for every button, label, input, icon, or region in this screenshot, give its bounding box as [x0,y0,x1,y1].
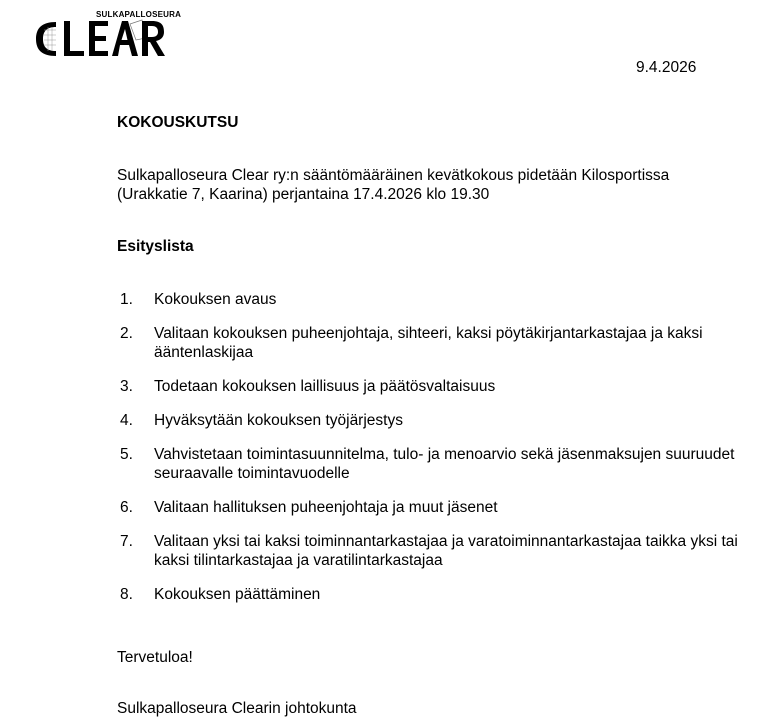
document-title: KOKOUSKUTSU [117,114,239,131]
agenda-item-text: Vahvistetaan toimintasuunnitelma, tulo- ja menoarvio sekä jäsenmaksujen suuruudet seuraavalle toimintavuodelle [154,446,735,482]
agenda-item [117,498,747,517]
agenda-item [117,324,747,362]
agenda-item-text: Todetaan kokouksen laillisuus ja päätösvaltaisuus [154,378,496,395]
agenda-item-number: 8. [120,586,133,603]
agenda-item [117,377,747,396]
logo-top-text: SULKAPALLOSEURA [96,10,182,19]
agenda-item [117,290,747,309]
intro-paragraph: Sulkapalloseura Clear ry:n sääntömääräinen kevätkokous pidetään Kilosportissa (Urakkatie 7, Kaarina) perjantaina 17.4.2026 klo 19.30 [117,167,670,203]
clear-logo-graphic [34,8,182,60]
agenda-item-number: 2. [120,325,133,342]
agenda-item-number: 5. [120,446,133,463]
agenda-item-text: Kokouksen avaus [154,291,277,308]
agenda-item-text: Valitaan yksi tai kaksi toiminnantarkastajaa ja varatoiminnantarkastajaa taikka yksi tai kaksi tilintarkastajaa ja varatilintarkastajaa [154,533,738,569]
agenda-list [117,290,747,604]
signature: Sulkapalloseura Clearin johtokunta [117,700,357,717]
agenda-item-text: Kokouksen päättäminen [154,586,321,603]
agenda-item-text: Valitaan kokouksen puheenjohtaja, sihteeri, kaksi pöytäkirjantarkastajaa ja kaksi ääntenlaskijaa [154,325,703,361]
agenda-item [117,532,747,570]
club-logo [34,8,182,60]
document-date: 9.4.2026 [636,59,697,76]
agenda-item-number: 1. [120,291,133,308]
agenda-item-text: Valitaan hallituksen puheenjohtaja ja muut jäsenet [154,499,498,516]
agenda-heading: Esityslista [117,238,194,255]
closing-greeting: Tervetuloa! [117,649,193,666]
agenda-item-number: 7. [120,533,133,550]
agenda-item [117,445,747,483]
agenda-item-number: 4. [120,412,133,429]
agenda-item [117,585,747,604]
agenda-item-text: Hyväksytään kokouksen työjärjestys [154,412,403,429]
agenda-item [117,411,747,430]
agenda-item-number: 6. [120,499,133,516]
agenda-item-number: 3. [120,378,133,395]
